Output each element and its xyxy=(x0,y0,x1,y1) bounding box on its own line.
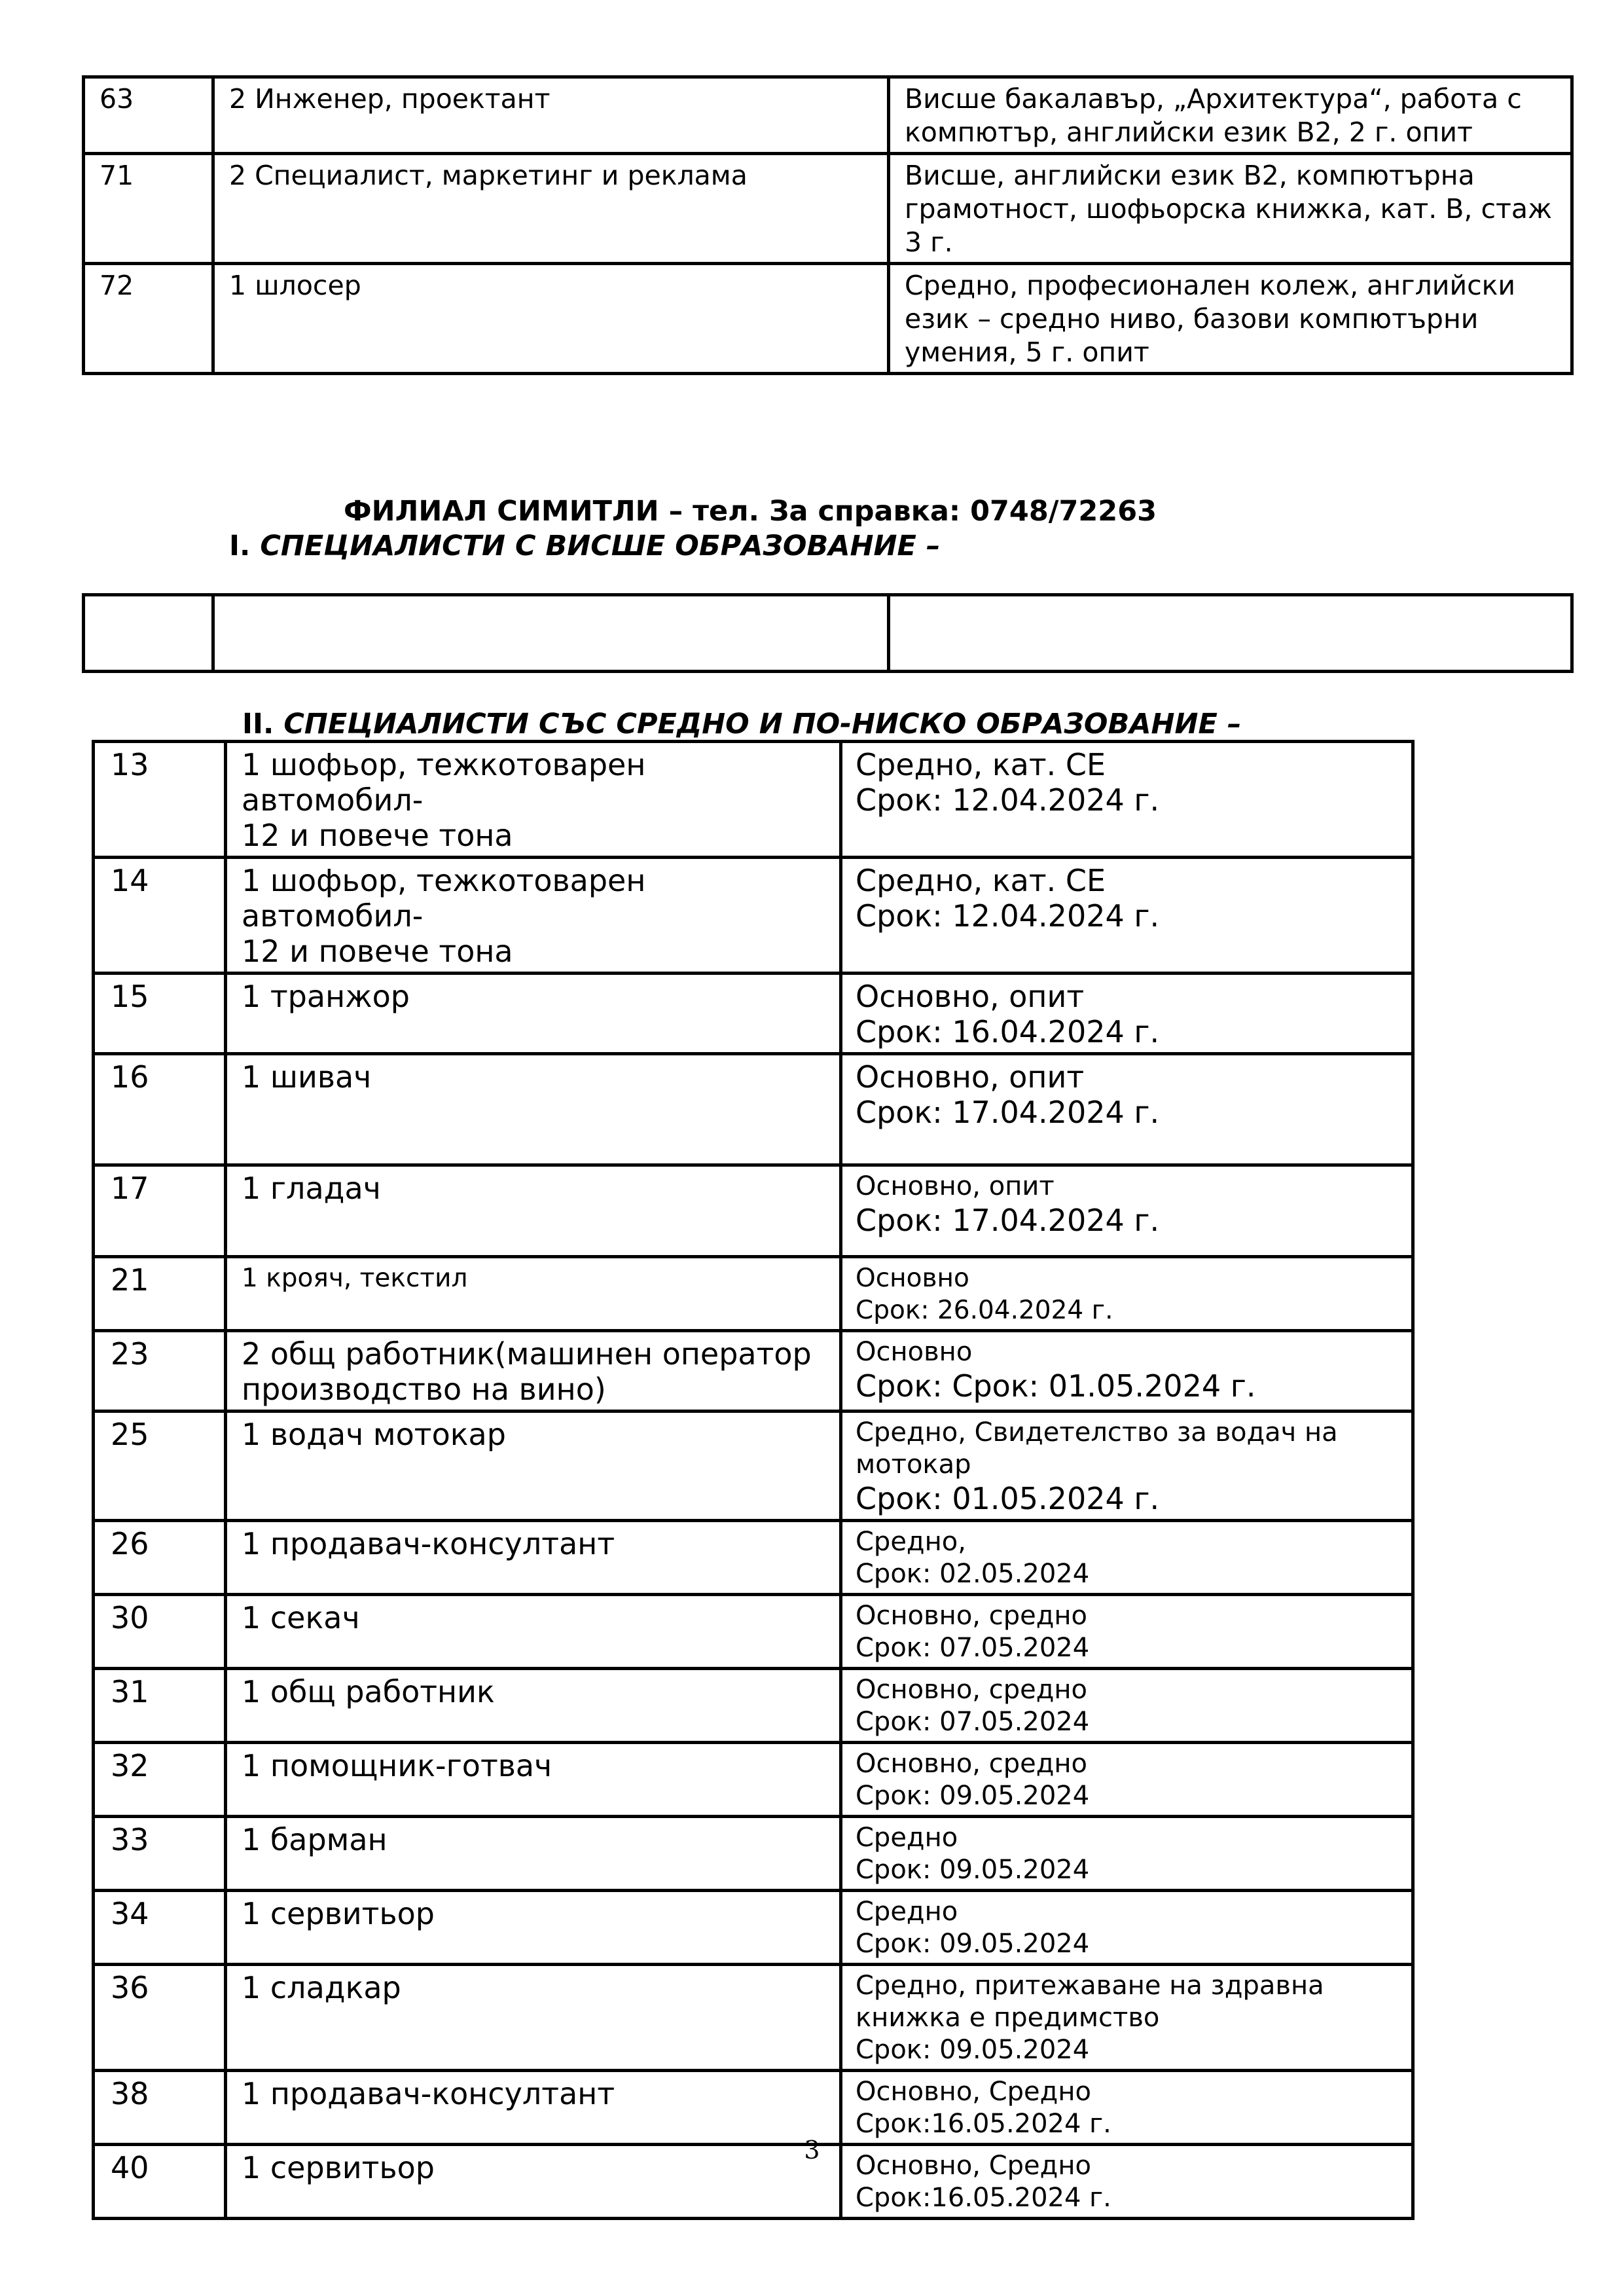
requirements-cell: Висше, английски език В2, компютърна грамотност, шофьорска книжка, кат. В, стаж 3 г. xyxy=(889,154,1572,264)
requirements-cell: Средно Срок: 09.05.2024 xyxy=(841,1891,1413,1965)
position-cell: 1 барман xyxy=(226,1817,841,1891)
position-cell: 1 крояч, текстил xyxy=(226,1257,841,1331)
table-row xyxy=(94,1595,1413,1669)
row-number: 38 xyxy=(94,2071,226,2145)
row-number: 13 xyxy=(94,742,226,858)
table-row xyxy=(94,858,1413,974)
table-row xyxy=(94,1165,1413,1257)
row-number: 36 xyxy=(94,1965,226,2071)
table-row xyxy=(94,2071,1413,2145)
position-cell: 1 шофьор, тежкотоварен автомобил- 12 и повече тона xyxy=(226,742,841,858)
row-number: 15 xyxy=(94,974,226,1054)
position-cell: 1 шивач xyxy=(226,1054,841,1165)
row-number: 30 xyxy=(94,1595,226,1669)
requirements-cell: Средно, кат. СЕ Срок: 12.04.2024 г. xyxy=(841,742,1413,858)
position-cell: 1 продавач-консултант xyxy=(226,2071,841,2145)
row-number: 33 xyxy=(94,1817,226,1891)
table-row xyxy=(94,1521,1413,1595)
section-heading-higher-education xyxy=(229,529,940,563)
position-cell: 1 секач xyxy=(226,1595,841,1669)
requirements-cell: Основно, Средно Срок:16.05.2024 г. xyxy=(841,2145,1413,2219)
section-heading-secondary-education xyxy=(242,707,1241,741)
branch-title: ФИЛИАЛ СИМИТЛИ – тел. За справка: 0748/72263 xyxy=(344,495,1157,528)
section-title: СПЕЦИАЛИСТИ С ВИСШЕ ОБРАЗОВАНИЕ – xyxy=(260,530,941,562)
table-row xyxy=(94,1669,1413,1743)
table-row xyxy=(84,154,1572,264)
row-number: 72 xyxy=(84,264,213,374)
table-row xyxy=(94,974,1413,1054)
requirements-cell: Основно, Средно Срок:16.05.2024 г. xyxy=(841,2071,1413,2145)
table-row xyxy=(94,1817,1413,1891)
table-row xyxy=(94,1331,1413,1412)
row-number: 21 xyxy=(94,1257,226,1331)
table-row xyxy=(94,1054,1413,1165)
row-number: 34 xyxy=(94,1891,226,1965)
row-number: 25 xyxy=(94,1412,226,1521)
row-number: 32 xyxy=(94,1743,226,1817)
position-cell: 1 сервитьор xyxy=(226,2145,841,2219)
requirements-cell: Основно Срок: 26.04.2024 г. xyxy=(841,1257,1413,1331)
position-cell: 1 продавач-консултант xyxy=(226,1521,841,1595)
requirements-cell: Средно, Срок: 02.05.2024 xyxy=(841,1521,1413,1595)
table-row xyxy=(94,1412,1413,1521)
position-cell: 1 водач мотокар xyxy=(226,1412,841,1521)
position-cell: 1 сервитьор xyxy=(226,1891,841,1965)
table-row xyxy=(94,1257,1413,1331)
position-cell: 1 гладач xyxy=(226,1165,841,1257)
position-cell: 1 сладкар xyxy=(226,1965,841,2071)
row-number: 31 xyxy=(94,1669,226,1743)
row-number: 17 xyxy=(94,1165,226,1257)
row-number: 16 xyxy=(94,1054,226,1165)
empty-cell xyxy=(889,595,1572,672)
position-cell: 1 общ работник xyxy=(226,1669,841,1743)
position-cell: 1 шлосер xyxy=(213,264,889,374)
requirements-cell: Основно, средно Срок: 09.05.2024 xyxy=(841,1743,1413,1817)
row-number: 23 xyxy=(94,1331,226,1412)
position-cell: 2 общ работник(машинен оператор производство на вино) xyxy=(226,1331,841,1412)
page-number: 3 xyxy=(804,2136,820,2164)
position-cell: 1 транжор xyxy=(226,974,841,1054)
requirements-cell: Средно, кат. СЕ Срок: 12.04.2024 г. xyxy=(841,858,1413,974)
requirements-cell: Средно, Свидетелство за водач на мотокар Срок: 01.05.2024 г. xyxy=(841,1412,1413,1521)
higher-education-table xyxy=(82,593,1574,673)
position-cell: 2 Инженер, проектант xyxy=(213,77,889,154)
row-number: 26 xyxy=(94,1521,226,1595)
table-row xyxy=(94,742,1413,858)
requirements-cell: Основно, опит Срок: 17.04.2024 г. xyxy=(841,1165,1413,1257)
section-title: СПЕЦИАЛИСТИ СЪС СРЕДНО И ПО-НИСКО ОБРАЗОВАНИЕ – xyxy=(283,708,1242,740)
empty-cell xyxy=(213,595,889,672)
section-numeral: I. xyxy=(229,530,251,562)
requirements-cell: Основно, средно Срок: 07.05.2024 xyxy=(841,1669,1413,1743)
table-row xyxy=(84,264,1572,374)
requirements-cell: Средно, притежаване на здравна книжка е предимство Срок: 09.05.2024 xyxy=(841,1965,1413,2071)
requirements-cell: Основно, средно Срок: 07.05.2024 xyxy=(841,1595,1413,1669)
requirements-cell: Основно, опит Срок: 16.04.2024 г. xyxy=(841,974,1413,1054)
position-cell: 2 Специалист, маркетинг и реклама xyxy=(213,154,889,264)
row-number: 14 xyxy=(94,858,226,974)
empty-cell xyxy=(84,595,213,672)
position-cell: 1 шофьор, тежкотоварен автомобил- 12 и повече тона xyxy=(226,858,841,974)
table-row xyxy=(94,1965,1413,2071)
table-row xyxy=(84,77,1572,154)
requirements-cell: Средно Срок: 09.05.2024 xyxy=(841,1817,1413,1891)
table-row xyxy=(94,1743,1413,1817)
position-cell: 1 помощник-готвач xyxy=(226,1743,841,1817)
secondary-education-table xyxy=(92,740,1415,2220)
row-number: 63 xyxy=(84,77,213,154)
row-number: 40 xyxy=(94,2145,226,2219)
section-numeral: II. xyxy=(242,708,274,740)
table-row xyxy=(94,1891,1413,1965)
requirements-cell: Висше бакалавър, „Архитектура“, работа с компютър, английски език В2, 2 г. опит xyxy=(889,77,1572,154)
row-number: 71 xyxy=(84,154,213,264)
continued-vacancies-table xyxy=(82,75,1574,375)
table-row xyxy=(84,595,1572,672)
requirements-cell: Основно Срок: Срок: 01.05.2024 г. xyxy=(841,1331,1413,1412)
requirements-cell: Средно, професионален колеж, английски език – средно ниво, базови компютърни умения, 5 г. опит xyxy=(889,264,1572,374)
requirements-cell: Основно, опит Срок: 17.04.2024 г. xyxy=(841,1054,1413,1165)
